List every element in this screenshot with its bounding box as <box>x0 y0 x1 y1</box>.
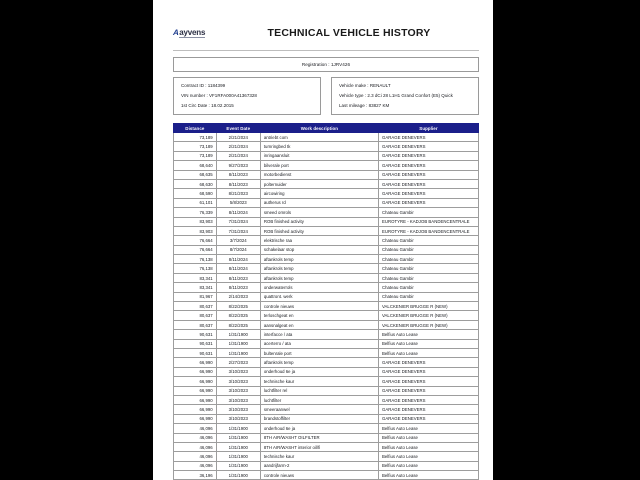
cell-event-date: 3/10/2023 <box>216 377 260 386</box>
cell-event-date: 8/11/2024 <box>216 264 260 273</box>
cell-work-description: aftankrols temp <box>260 273 378 282</box>
cell-event-date: 1/31/1900 <box>216 424 260 433</box>
cell-event-date: 8/11/2023 <box>216 273 260 282</box>
cell-work-description: bilverale port <box>260 161 378 170</box>
table-row[interactable] <box>174 170 479 179</box>
cell-work-description: turnringbed tk <box>260 142 378 151</box>
cell-supplier: GARAGE DENEVERS <box>378 161 478 170</box>
registration-box <box>173 57 479 72</box>
table-row[interactable] <box>174 179 479 188</box>
cell-work-description: autherus rd <box>260 198 378 207</box>
cell-distance: 36,196 <box>174 471 217 480</box>
cell-work-description: ROB finished activity <box>260 226 378 235</box>
cell-event-date: 3/10/2023 <box>216 386 260 395</box>
cell-distance: 68,590 <box>174 189 217 198</box>
cell-work-description: luchtfilter <box>260 395 378 404</box>
registration-value: Registration : 1JRV426 <box>301 62 351 67</box>
cell-event-date: 8/22/2025 <box>216 320 260 329</box>
cell-event-date: 8/11/2023 <box>216 283 260 292</box>
cell-event-date: 1/31/1900 <box>216 452 260 461</box>
table-row[interactable] <box>174 273 479 282</box>
cell-distance: 83,903 <box>174 226 217 235</box>
cell-distance: 46,096 <box>174 433 217 442</box>
table-row[interactable] <box>174 292 479 301</box>
cell-supplier: Chateau Gambir <box>378 292 478 301</box>
cell-supplier: VALCKENIER BRUGGE R (NEW) <box>378 302 478 311</box>
table-row[interactable] <box>174 264 479 273</box>
cell-event-date: 9/27/2023 <box>216 161 260 170</box>
cell-distance: 76,138 <box>174 255 217 264</box>
cell-work-description: acerterro / ata <box>260 339 378 348</box>
table-row[interactable] <box>174 330 479 339</box>
cell-work-description: luchtfilter rel <box>260 386 378 395</box>
cell-supplier: EUROTYRE - KADJOB BANDENCENTRALE <box>378 226 478 235</box>
column-header-work-description[interactable]: Work description <box>260 124 378 133</box>
cell-work-description: onderhoud 6e ja <box>260 424 378 433</box>
cell-event-date: 3/7/2024 <box>216 236 260 245</box>
cell-distance: 83,341 <box>174 283 217 292</box>
table-row[interactable] <box>174 424 479 433</box>
cell-supplier: GARAGE DENEVERS <box>378 142 478 151</box>
table-row[interactable] <box>174 442 479 451</box>
table-row[interactable] <box>174 395 479 404</box>
document-page <box>153 0 493 480</box>
cell-supplier: Chateau Gambir <box>378 273 478 282</box>
vehicle-type: Vehicle type : 2.3 dCi 28 L1H1 Grand Confort (E5) Quick <box>339 92 453 98</box>
cell-supplier: Belfius Auto Lease <box>378 330 478 339</box>
table-row[interactable] <box>174 452 479 461</box>
table-row[interactable] <box>174 358 479 367</box>
table-row[interactable] <box>174 142 479 151</box>
cell-work-description: aftankrols temp <box>260 255 378 264</box>
cell-event-date: 2/21/2024 <box>216 133 260 142</box>
cell-event-date: 1/31/1900 <box>216 471 260 480</box>
table-header <box>174 124 479 133</box>
cell-supplier: GARAGE DENEVERS <box>378 198 478 207</box>
cell-distance: 81,967 <box>174 292 217 301</box>
cell-supplier: GARAGE DENEVERS <box>378 133 478 142</box>
cell-event-date: 8/11/2023 <box>216 170 260 179</box>
vehicle-info-box <box>331 77 479 115</box>
cell-distance: 73,189 <box>174 142 217 151</box>
cell-distance: 83,903 <box>174 217 217 226</box>
table-row[interactable] <box>174 226 479 235</box>
table-header-row <box>174 124 479 133</box>
column-header-distance[interactable]: Distance <box>174 124 217 133</box>
table-row[interactable] <box>174 377 479 386</box>
cell-work-description: motorbedienst <box>260 170 378 179</box>
cell-supplier: GARAGE DENEVERS <box>378 189 478 198</box>
cell-supplier: GARAGE DENEVERS <box>378 151 478 160</box>
cell-supplier: GARAGE DENEVERS <box>378 395 478 404</box>
cell-work-description: polternuider <box>260 179 378 188</box>
cell-supplier: Belfius Auto Lease <box>378 424 478 433</box>
cell-supplier: Chateau Gambir <box>378 283 478 292</box>
cell-work-description: inringaansluit <box>260 151 378 160</box>
vehicle-info-row <box>173 77 479 115</box>
table-row[interactable] <box>174 320 479 329</box>
logo-wordmark: ayvens <box>179 27 206 37</box>
cell-supplier: Belfius Auto Lease <box>378 452 478 461</box>
cell-distance: 46,096 <box>174 442 217 451</box>
table-row[interactable] <box>174 198 479 207</box>
cell-supplier: GARAGE DENEVERS <box>378 405 478 414</box>
cell-distance: 80,637 <box>174 320 217 329</box>
table-row[interactable] <box>174 255 479 264</box>
cell-work-description: aircowiring <box>260 189 378 198</box>
cell-work-description: onderhoud 6e ja <box>260 367 378 376</box>
cell-distance: 66,990 <box>174 358 217 367</box>
cell-distance: 73,189 <box>174 151 217 160</box>
document-header <box>173 20 479 46</box>
title-divider <box>173 50 479 51</box>
table-row[interactable] <box>174 311 479 320</box>
cell-event-date: 7/31/2024 <box>216 226 260 235</box>
last-mileage: Last mileage : 83827 KM <box>339 102 390 108</box>
cell-event-date: 2/21/2024 <box>216 142 260 151</box>
cell-supplier: VALCKENIER BRUGGE R (NEW) <box>378 320 478 329</box>
cell-event-date: 7/31/2024 <box>216 217 260 226</box>
cell-work-description: ROB finished activity <box>260 217 378 226</box>
ayvens-logo <box>173 29 237 38</box>
table-row[interactable] <box>174 471 479 480</box>
table-row[interactable] <box>174 339 479 348</box>
cell-supplier: GARAGE DENEVERS <box>378 377 478 386</box>
cell-work-description: quattront. werk <box>260 292 378 301</box>
cell-work-description: elektrische raa <box>260 236 378 245</box>
column-header-event-date[interactable]: Event Date <box>216 124 260 133</box>
cell-supplier: GARAGE DENEVERS <box>378 386 478 395</box>
cell-distance: 90,631 <box>174 339 217 348</box>
cell-distance: 46,096 <box>174 461 217 470</box>
cell-distance: 90,631 <box>174 348 217 357</box>
table-row[interactable] <box>174 405 479 414</box>
cell-distance: 68,630 <box>174 179 217 188</box>
cell-supplier: GARAGE DENEVERS <box>378 358 478 367</box>
cell-distance: 46,096 <box>174 452 217 461</box>
cell-work-description: smeeraanwel <box>260 405 378 414</box>
cell-event-date: 3/10/2023 <box>216 395 260 404</box>
cell-distance: 68,640 <box>174 161 217 170</box>
cell-supplier: GARAGE DENEVERS <box>378 414 478 423</box>
cell-supplier: Belfius Auto Lease <box>378 339 478 348</box>
cell-work-description: controle nieuws <box>260 471 378 480</box>
cell-work-description: interfacce / ata <box>260 330 378 339</box>
cell-work-description: schakelaar stop <box>260 245 378 254</box>
cell-work-description: aandrijfarm-2 <box>260 461 378 470</box>
cell-distance: 90,631 <box>174 330 217 339</box>
cell-work-description: onderwaterrols <box>260 283 378 292</box>
cell-distance: 76,664 <box>174 245 217 254</box>
cell-supplier: GARAGE DENEVERS <box>378 179 478 188</box>
cell-event-date: 8/11/2023 <box>216 179 260 188</box>
cell-distance: 61,101 <box>174 198 217 207</box>
table-row[interactable] <box>174 151 479 160</box>
cell-work-description: smeed omrols <box>260 208 378 217</box>
cell-event-date: 1/31/1900 <box>216 339 260 348</box>
cell-distance: 68,635 <box>174 170 217 179</box>
cell-event-date: 8/22/2025 <box>216 311 260 320</box>
cell-work-description: technische kaur <box>260 377 378 386</box>
cell-distance: 66,990 <box>174 405 217 414</box>
cell-work-description: bultenrale port <box>260 348 378 357</box>
cell-distance: 66,990 <box>174 395 217 404</box>
vehicle-make: Vehicle make : RENAULT <box>339 83 391 88</box>
cell-supplier: Chateau Gambir <box>378 264 478 273</box>
cell-work-description: technische kaur <box>260 452 378 461</box>
contract-id: Contract ID : 1184399 <box>181 83 226 88</box>
cell-distance: 76,664 <box>174 236 217 245</box>
cell-distance: 76,339 <box>174 208 217 217</box>
cell-work-description: brandstoffilter <box>260 414 378 423</box>
page-content <box>173 20 479 480</box>
cell-distance: 73,189 <box>174 133 217 142</box>
cell-work-description: antriebt com <box>260 133 378 142</box>
table-row[interactable] <box>174 386 479 395</box>
cell-distance: 66,990 <box>174 367 217 376</box>
table-row[interactable] <box>174 433 479 442</box>
table-row[interactable] <box>174 217 479 226</box>
cell-supplier: Chateau Gambir <box>378 236 478 245</box>
cell-event-date: 3/10/2023 <box>216 405 260 414</box>
cell-work-description: aansnalgeat en <box>260 320 378 329</box>
cell-work-description: 8TH AIR/WASHT OILFILTER <box>260 433 378 442</box>
cell-supplier: Belfius Auto Lease <box>378 442 478 451</box>
cell-event-date: 1/31/1900 <box>216 461 260 470</box>
cell-work-description: terloschgeat en <box>260 311 378 320</box>
table-row[interactable] <box>174 189 479 198</box>
vin-number: VIN number : VF1RFA000A41367328 <box>181 92 257 98</box>
logo-mark-icon: A <box>172 28 180 37</box>
table-row[interactable] <box>174 461 479 470</box>
cell-work-description: controle nieuws <box>260 302 378 311</box>
table-body <box>174 133 479 480</box>
cell-work-description: aftankrols temp <box>260 358 378 367</box>
cell-distance: 66,990 <box>174 414 217 423</box>
cell-supplier: Belfius Auto Lease <box>378 348 478 357</box>
page-title: TECHNICAL VEHICLE HISTORY <box>267 27 431 39</box>
cell-event-date: 1/31/1900 <box>216 348 260 357</box>
cell-supplier: Chateau Gambir <box>378 245 478 254</box>
cell-supplier: Belfius Auto Lease <box>378 461 478 470</box>
table-row[interactable] <box>174 283 479 292</box>
table-row[interactable] <box>174 133 479 142</box>
cell-supplier: Belfius Auto Lease <box>378 433 478 442</box>
cell-distance: 80,637 <box>174 302 217 311</box>
table-row[interactable] <box>174 367 479 376</box>
cell-distance: 46,096 <box>174 424 217 433</box>
cell-event-date: 3/10/2023 <box>216 367 260 376</box>
table-row[interactable] <box>174 245 479 254</box>
table-row[interactable] <box>174 414 479 423</box>
cell-event-date: 2/21/2024 <box>216 151 260 160</box>
cell-event-date: 3/10/2023 <box>216 414 260 423</box>
cell-supplier: Belfius Auto Lease <box>378 471 478 480</box>
cell-event-date: 8/11/2024 <box>216 208 260 217</box>
column-header-supplier[interactable]: Supplier <box>378 124 478 133</box>
cell-distance: 80,637 <box>174 311 217 320</box>
cell-event-date: 1/31/1900 <box>216 442 260 451</box>
contract-info-box <box>173 77 321 115</box>
cell-supplier: VALCKENIER BRUGGE R (NEW) <box>378 311 478 320</box>
cell-distance: 76,138 <box>174 264 217 273</box>
vehicle-history-table <box>173 123 479 480</box>
cell-event-date: 1/31/1900 <box>216 433 260 442</box>
table-row[interactable] <box>174 302 479 311</box>
cell-supplier: Chateau Gambir <box>378 255 478 264</box>
cell-supplier: Chateau Gambir <box>378 208 478 217</box>
cell-distance: 83,341 <box>174 273 217 282</box>
cell-event-date: 8/7/2024 <box>216 245 260 254</box>
cell-work-description: aftankrols temp <box>260 264 378 273</box>
cell-event-date: 1/31/1900 <box>216 330 260 339</box>
cell-event-date: 2/27/2023 <box>216 358 260 367</box>
table-row[interactable] <box>174 348 479 357</box>
cell-supplier: EUROTYRE - KADJOB BANDENCENTRALE <box>378 217 478 226</box>
first-circulation-date: 1st Circ Date : 18.02.2015 <box>181 102 234 108</box>
cell-distance: 66,990 <box>174 386 217 395</box>
table-row[interactable] <box>174 208 479 217</box>
table-row[interactable] <box>174 161 479 170</box>
cell-event-date: 8/11/2024 <box>216 255 260 264</box>
cell-event-date: 2/14/2023 <box>216 292 260 301</box>
table-row[interactable] <box>174 236 479 245</box>
cell-supplier: GARAGE DENEVERS <box>378 367 478 376</box>
cell-event-date: 8/22/2025 <box>216 302 260 311</box>
cell-distance: 66,990 <box>174 377 217 386</box>
cell-event-date: 8/21/2023 <box>216 189 260 198</box>
cell-event-date: 5/8/2023 <box>216 198 260 207</box>
cell-supplier: GARAGE DENEVERS <box>378 170 478 179</box>
cell-work-description: 8TH AIR/WASHT interior oil/fi <box>260 442 378 451</box>
